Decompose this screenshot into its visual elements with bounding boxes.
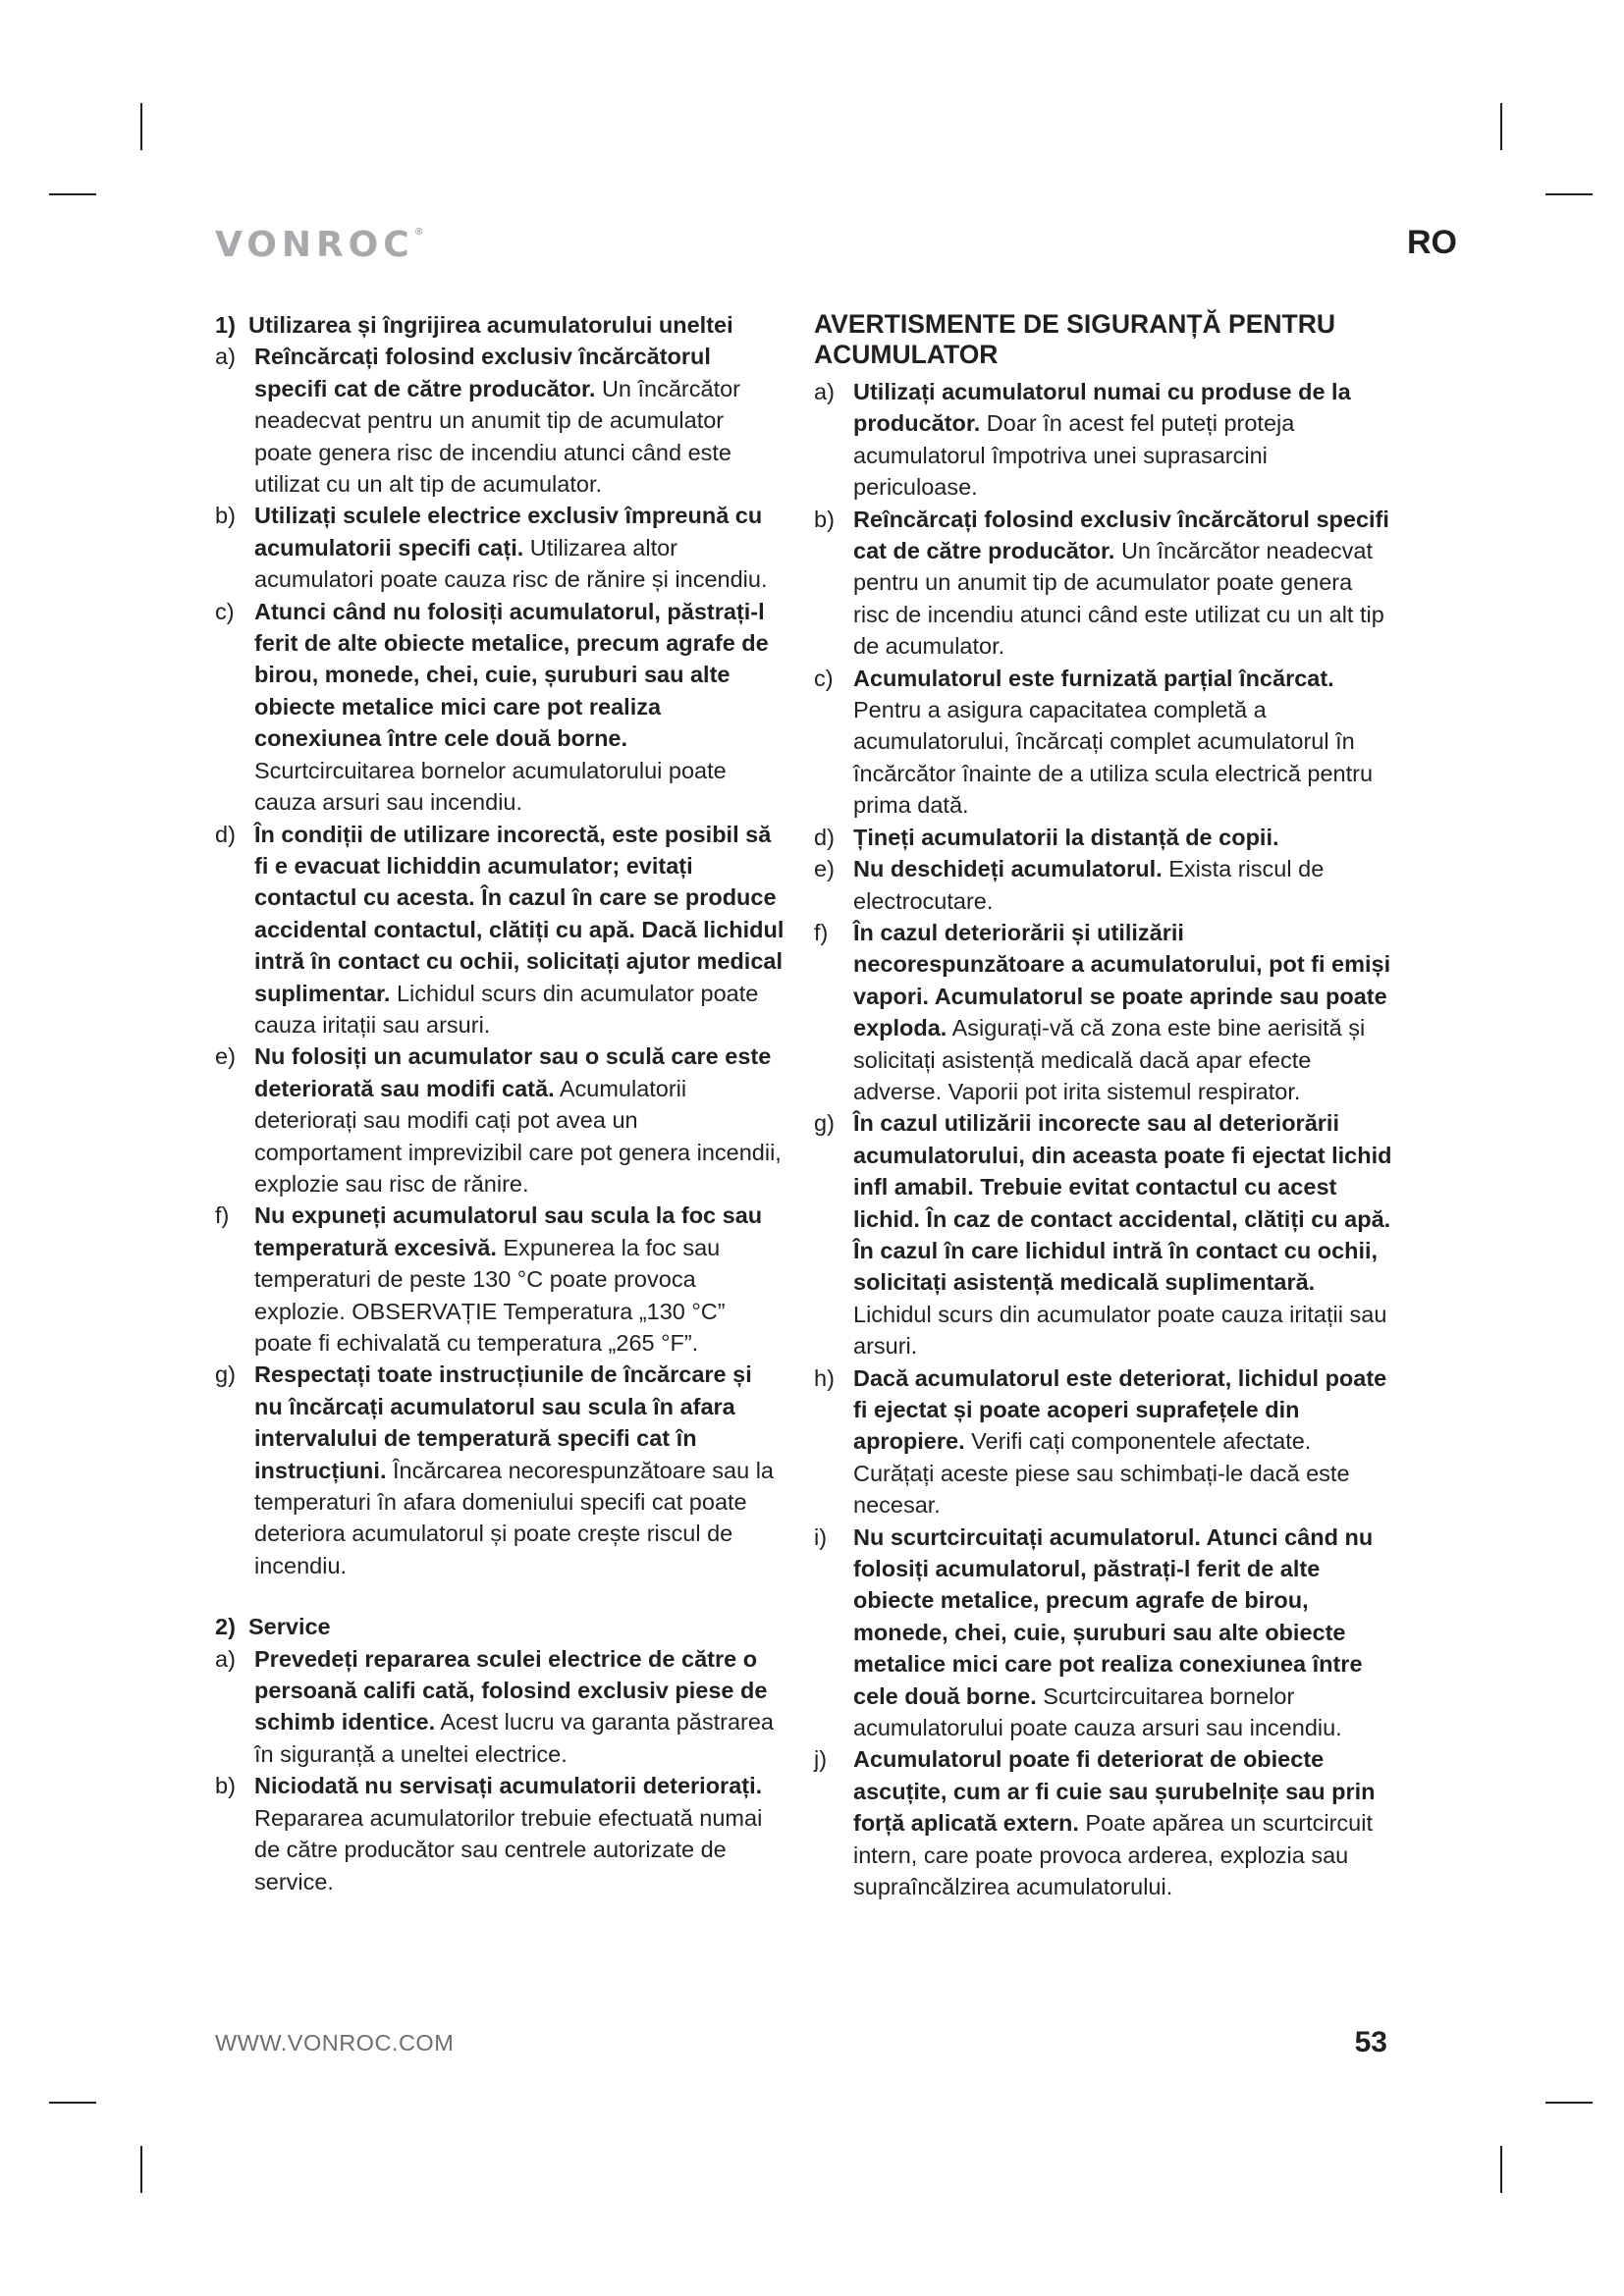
- item-letter: i): [814, 1523, 828, 1550]
- list-item: [814, 1743, 1393, 1902]
- list-item: [814, 917, 1393, 1107]
- item-text: Asigurați-vă că zona este bine aerisită și solicitați asistență medicală dacă apar efecte adverse. Vaporii pot irita sistemul respirator.: [853, 1015, 1366, 1104]
- list-item: [215, 1359, 785, 1581]
- item-text: Încărcarea necorespunzătoare sau la temperaturi în afara domeniului specifi cat poate deteriora acumulatorul și poate crește riscul de incendiu.: [254, 1457, 775, 1578]
- brand-logo: VONROC®: [215, 225, 424, 265]
- item-letter: c): [215, 598, 235, 624]
- item-text: Repararea acumulatorilor trebuie efectuată numai de către producător sau centrele autorizate de service.: [254, 1804, 763, 1895]
- list-item: [215, 341, 785, 500]
- item-text: Acumulatorii deteriorați sau modifi cați pot avea un comportament imprevizibil care pot genera incendii, explozie sau risc de rănire.: [254, 1075, 782, 1197]
- item-text: Lichidul scurs din acumulator poate cauza iritații sau arsuri.: [254, 980, 759, 1038]
- list-item: [215, 500, 785, 595]
- list-item: [215, 1200, 785, 1359]
- item-letter: f): [814, 919, 829, 945]
- item-lead: Reîncărcați folosind exclusiv încărcătorul specifi cat de către producător.: [254, 344, 711, 401]
- item-letter: f): [215, 1202, 230, 1229]
- item-lead: Niciodată nu servisați acumulatorii deteriorați.: [254, 1773, 763, 1799]
- item-letter: b): [814, 506, 835, 532]
- item-text: Utilizarea altor acumulatori poate cauza risc de rănire și incendiu.: [254, 534, 768, 593]
- item-lead: Dacă acumulatorul este deteriorat, lichidul poate fi ejectat și poate acoperi suprafețele din apropiere.: [853, 1364, 1387, 1455]
- item-lead: Utilizați acumulatorul numai cu produse de la producător.: [853, 379, 1351, 437]
- list-item: [215, 1643, 785, 1771]
- item-lead: Acumulatorul este furnizată parțial încărcat.: [853, 665, 1334, 691]
- item-lead: Reîncărcați folosind exclusiv încărcătorul specifi cat de către producător.: [853, 506, 1389, 564]
- item-lead: În condiții de utilizare incorectă, este posibil să fi e evacuat lichiddin acumulator; evitați contactul cu acesta. În cazul în care se produce accidental contactul, clătiți cu apă. Dacă lichidul intră în contact cu ochii, solicitați ajutor medical suplimentar.: [254, 821, 785, 1006]
- item-letter: j): [814, 1746, 828, 1773]
- crop-mark: [1545, 2102, 1593, 2104]
- section-title: AVERTISMENTE DE SIGURANȚĂ PENTRU ACUMULATOR: [814, 309, 1336, 369]
- right-items: [814, 376, 1393, 1903]
- list-item: [814, 1362, 1393, 1522]
- crop-mark: [1545, 193, 1593, 195]
- section-number: 1): [215, 312, 236, 338]
- item-lead: Țineți acumulatorii la distanță de copii.: [853, 824, 1279, 850]
- list-item: [215, 1770, 785, 1897]
- item-letter: d): [215, 821, 236, 847]
- crop-mark: [1500, 103, 1502, 150]
- crop-mark: [49, 2102, 96, 2104]
- item-lead: Nu deschideți acumulatorul.: [853, 856, 1163, 882]
- section-heading: [215, 1611, 785, 1642]
- item-letter: a): [215, 344, 236, 370]
- section-number: 2): [215, 1614, 236, 1640]
- list-item: [814, 1107, 1393, 1362]
- list-item: [215, 819, 785, 1041]
- section-title: Service: [248, 1614, 331, 1640]
- item-letter: g): [814, 1110, 835, 1137]
- list-item: [814, 663, 1393, 822]
- list-item: [814, 376, 1393, 504]
- item-lead: În cazul deteriorării și utilizării necorespunzătoare a acumulatorului, pot fi emiși vapori. Acumulatorul se poate aprinde sau poate exploda.: [853, 919, 1391, 1041]
- crop-mark: [1500, 2146, 1502, 2193]
- item-text: Acest lucru va garanta păstrarea în siguranță a uneltei electrice.: [254, 1709, 775, 1767]
- section-title: Utilizarea și îngrijirea acumulatorului uneltei: [248, 312, 733, 338]
- item-lead: Nu expuneți acumulatorul sau scula la foc sau temperatură excesivă.: [254, 1202, 763, 1260]
- item-letter: a): [215, 1645, 236, 1672]
- item-lead: Nu folosiți un acumulator sau o sculă care este deteriorată sau modifi cată.: [254, 1043, 772, 1101]
- item-letter: e): [215, 1043, 236, 1070]
- item-letter: b): [215, 1773, 236, 1799]
- item-text: Scurtcircuitarea bornelor acumulatorului poate cauza arsuri sau incendiu.: [254, 757, 727, 816]
- item-text: Lichidul scurs din acumulator poate cauza iritații sau arsuri.: [853, 1301, 1387, 1360]
- item-text: Expunerea la foc sau temperaturi de peste 130 °C poate provoca explozie. OBSERVAȚIE Temperatura „130 °C” poate fi echivalată cu temperatura „265 °F”.: [254, 1234, 726, 1356]
- list-item: [814, 504, 1393, 663]
- item-letter: h): [814, 1364, 835, 1391]
- item-text: Un încărcător neadecvat pentru un anumit tip de acumulator poate genera risc de incendiu atunci când este utilizat cu un alt tip de acumulator.: [853, 538, 1384, 660]
- item-letter: c): [814, 665, 834, 691]
- item-lead: Respectați toate instrucțiunile de încărcare și nu încărcați acumulatorul sau scula în afara intervalului de temperatură specifi cat în instrucțiuni.: [254, 1362, 752, 1483]
- item-lead: Utilizați sculele electrice exclusiv împreună cu acumulatorii specifi cați.: [254, 503, 763, 561]
- list-item: [814, 1522, 1393, 1744]
- item-letter: d): [814, 824, 835, 850]
- section-heading: [215, 309, 785, 341]
- item-lead: Prevedeți repararea sculei electrice de către o persoană califi cată, folosind exclusiv piese de schimb identice.: [254, 1645, 768, 1735]
- item-text: Scurtcircuitarea bornelor acumulatorului poate cauza arsuri sau incendiu.: [853, 1682, 1342, 1741]
- list-item: [814, 853, 1393, 917]
- item-lead: În cazul utilizării incorecte sau al deteriorării acumulatorului, din aceasta poate fi ejectat lichid infl amabil. Trebuie evitat contactul cu acest lichid. În caz de contact accidental, clătiți cu apă. În cazul în care lichidul intră în contact cu ochii, solicitați asistență medicală suplimentară.: [853, 1110, 1392, 1296]
- item-text: Exista riscul de electrocutare.: [853, 856, 1325, 914]
- footer-url: WWW.VONROC.COM: [215, 2030, 455, 2056]
- item-letter: g): [215, 1362, 236, 1388]
- list-item: [215, 596, 785, 819]
- item-letter: a): [814, 379, 835, 404]
- item-text: Pentru a asigura capacitatea completă a acumulatorului, încărcați complet acumulatorul în încărcător înainte de a utiliza scula electrică pentru prima dată.: [853, 697, 1374, 819]
- item-lead: Nu scurtcircuitați acumulatorul. Atunci când nu folosiți acumulatorul, păstrați-l ferit de alte obiecte metalice, precum agrafe de birou, monede, chei, cuie, șuruburi sau alte obiecte metalice mici care pot realiza conexiunea între cele două borne.: [853, 1523, 1374, 1709]
- item-lead: Atunci când nu folosiți acumulatorul, păstrați-l ferit de alte obiecte metalice, precum agrafe de birou, monede, chei, cuie, șuruburi sau alte obiecte metalice mici care pot realiza conexiunea între cele două borne.: [254, 598, 769, 752]
- language-code: RO: [1407, 224, 1457, 261]
- crop-mark: [140, 103, 142, 150]
- list-item: [814, 822, 1393, 853]
- crop-mark: [140, 2146, 142, 2193]
- right-column: [814, 309, 1393, 1903]
- item-text: Poate apărea un scurtcircuit intern, care poate provoca arderea, explozia sau supraîncălzirea acumulatorului.: [853, 1810, 1373, 1900]
- item-letter: e): [814, 856, 835, 882]
- item-text: Verifi cați componentele afectate. Curățați aceste piese sau schimbați-le dacă este necesar.: [853, 1428, 1350, 1519]
- page-number: 53: [1354, 2026, 1387, 2058]
- item-text: Un încărcător neadecvat pentru un anumit tip de acumulator poate genera risc de incendiu atunci când este utilizat cu un alt tip de acumulator.: [254, 375, 740, 498]
- list-item: [215, 1041, 785, 1200]
- item-lead: Acumulatorul poate fi deteriorat de obiecte ascuțite, cum ar fi cuie sau șurubelnițe sau prin forță aplicată extern.: [853, 1746, 1376, 1837]
- left-column: [215, 309, 785, 1897]
- left-sections: [215, 309, 785, 1897]
- item-text: Doar în acest fel puteți proteja acumulatorul împotriva unei suprasarcini periculoase.: [853, 410, 1295, 501]
- crop-mark: [49, 193, 96, 195]
- item-letter: b): [215, 503, 236, 529]
